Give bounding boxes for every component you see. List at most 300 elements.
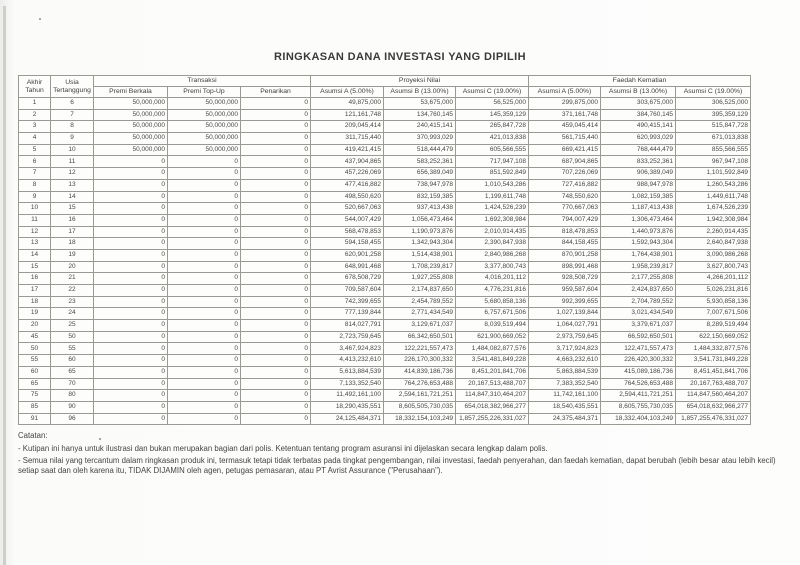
header-faedah-asumsi-b: Asumsi B (13.00%) <box>601 87 676 98</box>
cell-premi-berkala: 0 <box>94 320 168 332</box>
cell-faedah-asumsi-a: 4,663,232,610 <box>529 355 601 367</box>
cell-usia-tertanggung: 60 <box>51 355 94 367</box>
note-item: - Kutipan ini hanya untuk ilustrasi dan bukan merupakan bagian dari polis. Ketentuan tentang program asuransi ini dijelaskan secara lengkap dalam polis. <box>18 444 548 454</box>
cell-akhir-tahun: 20 <box>19 320 51 332</box>
cell-penarikan: 0 <box>241 355 311 367</box>
cell-faedah-asumsi-c: 3,627,800,743 <box>676 261 751 273</box>
cell-faedah-asumsi-a: 18,540,435,551 <box>529 401 601 413</box>
cell-premi-top-up: 50,000,000 <box>168 98 241 110</box>
cell-proyeksi-asumsi-b: 240,415,141 <box>384 121 456 133</box>
cell-penarikan: 0 <box>241 168 311 180</box>
cell-premi-top-up: 0 <box>168 249 241 261</box>
cell-penarikan: 0 <box>241 378 311 390</box>
cell-proyeksi-asumsi-c: 605,566,555 <box>456 144 529 156</box>
header-group-transaksi: Transaksi <box>94 76 311 87</box>
cell-proyeksi-asumsi-a: 121,161,748 <box>311 109 384 121</box>
cell-faedah-asumsi-a: 3,717,924,823 <box>529 343 601 355</box>
scan-artifact <box>39 18 41 20</box>
cell-faedah-asumsi-c: 1,260,543,286 <box>676 179 751 191</box>
cell-faedah-asumsi-c: 515,847,728 <box>676 121 751 133</box>
cell-faedah-asumsi-a: 727,416,882 <box>529 179 601 191</box>
cell-faedah-asumsi-c: 671,013,838 <box>676 133 751 145</box>
cell-proyeksi-asumsi-c: 8,039,519,494 <box>456 320 529 332</box>
cell-proyeksi-asumsi-c: 4,776,231,816 <box>456 285 529 297</box>
cell-penarikan: 0 <box>241 308 311 320</box>
cell-usia-tertanggung: 25 <box>51 320 94 332</box>
cell-faedah-asumsi-b: 906,389,049 <box>601 168 676 180</box>
cell-faedah-asumsi-c: 3,090,986,268 <box>676 249 751 261</box>
cell-proyeksi-asumsi-b: 3,129,671,037 <box>384 320 456 332</box>
cell-faedah-asumsi-b: 2,594,411,721,251 <box>601 390 676 402</box>
cell-faedah-asumsi-c: 4,266,201,112 <box>676 273 751 285</box>
cell-proyeksi-asumsi-b: 2,174,837,650 <box>384 285 456 297</box>
cell-faedah-asumsi-b: 66,592,650,501 <box>601 331 676 343</box>
header-akhir-tahun: Akhir Tahun <box>19 76 51 98</box>
cell-faedah-asumsi-c: 622,150,669,052 <box>676 331 751 343</box>
cell-premi-top-up: 0 <box>168 308 241 320</box>
table-row <box>19 285 751 297</box>
cell-proyeksi-asumsi-b: 8,605,505,730,035 <box>384 401 456 413</box>
cell-akhir-tahun: 2 <box>19 109 51 121</box>
cell-proyeksi-asumsi-c: 3,377,800,743 <box>456 261 529 273</box>
cell-akhir-tahun: 14 <box>19 249 51 261</box>
cell-proyeksi-asumsi-a: 5,613,884,539 <box>311 366 384 378</box>
table-body <box>19 98 751 425</box>
cell-akhir-tahun: 9 <box>19 191 51 203</box>
cell-faedah-asumsi-a: 459,045,414 <box>529 121 601 133</box>
cell-proyeksi-asumsi-a: 777,139,844 <box>311 308 384 320</box>
cell-premi-berkala: 50,000,000 <box>94 133 168 145</box>
header-premi-berkala: Premi Berkala <box>94 87 168 98</box>
cell-premi-berkala: 0 <box>94 261 168 273</box>
cell-faedah-asumsi-b: 3,379,671,037 <box>601 320 676 332</box>
cell-faedah-asumsi-c: 20,167,763,488,707 <box>676 378 751 390</box>
cell-penarikan: 0 <box>241 413 311 425</box>
cell-premi-top-up: 0 <box>168 296 241 308</box>
cell-usia-tertanggung: 17 <box>51 226 94 238</box>
cell-proyeksi-asumsi-c: 6,757,671,506 <box>456 308 529 320</box>
cell-faedah-asumsi-a: 992,399,655 <box>529 296 601 308</box>
cell-faedah-asumsi-c: 306,525,000 <box>676 98 751 110</box>
cell-akhir-tahun: 3 <box>19 121 51 133</box>
cell-usia-tertanggung: 20 <box>51 261 94 273</box>
cell-proyeksi-asumsi-b: 738,947,978 <box>384 179 456 191</box>
cell-faedah-asumsi-b: 303,675,000 <box>601 98 676 110</box>
cell-proyeksi-asumsi-b: 414,839,186,736 <box>384 366 456 378</box>
header-proyeksi-asumsi-a: Asumsi A (5.00%) <box>311 87 384 98</box>
cell-akhir-tahun: 1 <box>19 98 51 110</box>
cell-usia-tertanggung: 21 <box>51 273 94 285</box>
header-group-proyeksi-nilai: Proyeksi Nilai <box>311 76 529 87</box>
cell-faedah-asumsi-b: 8,605,755,730,035 <box>601 401 676 413</box>
cell-akhir-tahun: 91 <box>19 413 51 425</box>
cell-usia-tertanggung: 65 <box>51 366 94 378</box>
cell-premi-top-up: 0 <box>168 203 241 215</box>
notes-label: Catatan: <box>18 431 48 440</box>
cell-faedah-asumsi-a: 748,550,620 <box>529 191 601 203</box>
cell-proyeksi-asumsi-c: 4,016,201,112 <box>456 273 529 285</box>
cell-proyeksi-asumsi-a: 678,508,729 <box>311 273 384 285</box>
header-faedah-asumsi-a: Asumsi A (5.00%) <box>529 87 601 98</box>
cell-faedah-asumsi-b: 122,471,557,473 <box>601 343 676 355</box>
cell-akhir-tahun: 60 <box>19 366 51 378</box>
cell-proyeksi-asumsi-b: 764,276,653,488 <box>384 378 456 390</box>
cell-premi-top-up: 50,000,000 <box>168 133 241 145</box>
cell-premi-top-up: 0 <box>168 168 241 180</box>
cell-premi-berkala: 0 <box>94 168 168 180</box>
cell-akhir-tahun: 55 <box>19 355 51 367</box>
cell-faedah-asumsi-a: 898,991,468 <box>529 261 601 273</box>
cell-faedah-asumsi-c: 1,449,611,748 <box>676 191 751 203</box>
cell-proyeksi-asumsi-a: 18,290,435,551 <box>311 401 384 413</box>
cell-premi-top-up: 0 <box>168 214 241 226</box>
cell-premi-top-up: 0 <box>168 355 241 367</box>
cell-faedah-asumsi-c: 8,451,451,841,706 <box>676 366 751 378</box>
cell-penarikan: 0 <box>241 144 311 156</box>
cell-penarikan: 0 <box>241 401 311 413</box>
cell-faedah-asumsi-c: 3,541,731,849,228 <box>676 355 751 367</box>
table-row <box>19 366 751 378</box>
cell-usia-tertanggung: 8 <box>51 121 94 133</box>
cell-faedah-asumsi-a: 928,508,729 <box>529 273 601 285</box>
cell-faedah-asumsi-b: 2,177,255,808 <box>601 273 676 285</box>
cell-faedah-asumsi-c: 1,101,592,849 <box>676 168 751 180</box>
cell-premi-berkala: 0 <box>94 226 168 238</box>
cell-premi-berkala: 0 <box>94 366 168 378</box>
cell-usia-tertanggung: 14 <box>51 191 94 203</box>
table-row <box>19 413 751 425</box>
cell-premi-berkala: 0 <box>94 203 168 215</box>
cell-proyeksi-asumsi-a: 648,991,468 <box>311 261 384 273</box>
cell-proyeksi-asumsi-a: 419,421,415 <box>311 144 384 156</box>
cell-faedah-asumsi-a: 24,375,484,371 <box>529 413 601 425</box>
cell-usia-tertanggung: 55 <box>51 343 94 355</box>
cell-faedah-asumsi-c: 395,359,129 <box>676 109 751 121</box>
cell-akhir-tahun: 12 <box>19 226 51 238</box>
cell-faedah-asumsi-a: 299,875,000 <box>529 98 601 110</box>
cell-faedah-asumsi-c: 967,947,108 <box>676 156 751 168</box>
cell-penarikan: 0 <box>241 331 311 343</box>
cell-faedah-asumsi-a: 1,064,027,791 <box>529 320 601 332</box>
header-group-faedah-kematian: Faedah Kematian <box>529 76 751 87</box>
cell-premi-berkala: 0 <box>94 238 168 250</box>
cell-proyeksi-asumsi-c: 1,010,543,286 <box>456 179 529 191</box>
cell-faedah-asumsi-c: 654,018,632,966,277 <box>676 401 751 413</box>
cell-faedah-asumsi-b: 833,252,361 <box>601 156 676 168</box>
cell-proyeksi-asumsi-a: 544,007,429 <box>311 214 384 226</box>
table-row <box>19 355 751 367</box>
cell-usia-tertanggung: 22 <box>51 285 94 297</box>
cell-proyeksi-asumsi-b: 370,993,029 <box>384 133 456 145</box>
cell-proyeksi-asumsi-a: 311,715,440 <box>311 133 384 145</box>
cell-usia-tertanggung: 9 <box>51 133 94 145</box>
cell-faedah-asumsi-a: 5,863,884,539 <box>529 366 601 378</box>
table-row <box>19 144 751 156</box>
cell-premi-berkala: 0 <box>94 401 168 413</box>
cell-proyeksi-asumsi-b: 226,170,300,332 <box>384 355 456 367</box>
cell-premi-berkala: 0 <box>94 308 168 320</box>
cell-premi-berkala: 0 <box>94 273 168 285</box>
cell-proyeksi-asumsi-a: 814,027,791 <box>311 320 384 332</box>
cell-faedah-asumsi-b: 2,424,837,650 <box>601 285 676 297</box>
cell-proyeksi-asumsi-c: 1,424,526,239 <box>456 203 529 215</box>
cell-premi-top-up: 0 <box>168 390 241 402</box>
cell-proyeksi-asumsi-a: 24,125,484,371 <box>311 413 384 425</box>
cell-premi-top-up: 0 <box>168 261 241 273</box>
cell-faedah-asumsi-a: 844,158,455 <box>529 238 601 250</box>
cell-akhir-tahun: 18 <box>19 296 51 308</box>
cell-proyeksi-asumsi-b: 18,332,154,103,249 <box>384 413 456 425</box>
cell-proyeksi-asumsi-b: 1,056,473,464 <box>384 214 456 226</box>
table-row <box>19 121 751 133</box>
cell-faedah-asumsi-b: 18,332,404,103,249 <box>601 413 676 425</box>
table-row <box>19 308 751 320</box>
cell-akhir-tahun: 45 <box>19 331 51 343</box>
cell-proyeksi-asumsi-c: 2,840,986,268 <box>456 249 529 261</box>
cell-premi-top-up: 50,000,000 <box>168 109 241 121</box>
cell-premi-top-up: 0 <box>168 285 241 297</box>
cell-penarikan: 0 <box>241 249 311 261</box>
table-row <box>19 214 751 226</box>
table-row <box>19 179 751 191</box>
cell-proyeksi-asumsi-b: 66,342,650,501 <box>384 331 456 343</box>
cell-premi-top-up: 0 <box>168 226 241 238</box>
cell-proyeksi-asumsi-b: 1,708,239,817 <box>384 261 456 273</box>
cell-faedah-asumsi-c: 2,640,847,938 <box>676 238 751 250</box>
cell-faedah-asumsi-a: 870,901,258 <box>529 249 601 261</box>
table-row <box>19 238 751 250</box>
table-row <box>19 226 751 238</box>
table-row <box>19 191 751 203</box>
cell-penarikan: 0 <box>241 343 311 355</box>
cell-akhir-tahun: 6 <box>19 156 51 168</box>
cell-premi-berkala: 0 <box>94 296 168 308</box>
cell-penarikan: 0 <box>241 296 311 308</box>
cell-faedah-asumsi-b: 1,958,239,817 <box>601 261 676 273</box>
cell-penarikan: 0 <box>241 366 311 378</box>
cell-premi-top-up: 0 <box>168 179 241 191</box>
cell-faedah-asumsi-a: 561,715,440 <box>529 133 601 145</box>
cell-proyeksi-asumsi-b: 2,454,789,552 <box>384 296 456 308</box>
cell-proyeksi-asumsi-a: 437,904,865 <box>311 156 384 168</box>
cell-akhir-tahun: 8 <box>19 179 51 191</box>
cell-faedah-asumsi-a: 687,904,865 <box>529 156 601 168</box>
cell-penarikan: 0 <box>241 261 311 273</box>
cell-proyeksi-asumsi-a: 7,133,352,540 <box>311 378 384 390</box>
table-row <box>19 156 751 168</box>
cell-faedah-asumsi-b: 1,187,413,438 <box>601 203 676 215</box>
cell-akhir-tahun: 85 <box>19 401 51 413</box>
table-row <box>19 273 751 285</box>
cell-proyeksi-asumsi-c: 851,592,849 <box>456 168 529 180</box>
cell-faedah-asumsi-b: 490,415,141 <box>601 121 676 133</box>
cell-usia-tertanggung: 18 <box>51 238 94 250</box>
cell-proyeksi-asumsi-a: 709,587,604 <box>311 285 384 297</box>
cell-usia-tertanggung: 16 <box>51 214 94 226</box>
cell-usia-tertanggung: 96 <box>51 413 94 425</box>
cell-akhir-tahun: 13 <box>19 238 51 250</box>
cell-usia-tertanggung: 23 <box>51 296 94 308</box>
cell-faedah-asumsi-a: 707,226,069 <box>529 168 601 180</box>
cell-akhir-tahun: 75 <box>19 390 51 402</box>
cell-proyeksi-asumsi-b: 122,221,557,473 <box>384 343 456 355</box>
cell-proyeksi-asumsi-b: 2,594,161,721,251 <box>384 390 456 402</box>
cell-proyeksi-asumsi-a: 209,045,414 <box>311 121 384 133</box>
note-item: - Semua nilai yang tercantum dalam ringkasan produk ini, termasuk tetapi tidak terbatas pada tingkat pengembangan, nilai investasi, faedah penyerahan, dan faedah kematian, dapat berubah (lebih besar atau lebih kecil) setiap saat dan oleh karena itu, TIDAK DIJAMIN oleh agen, petugas pemasaran, atau PT Avrist Assurance ("Perusahaan"). <box>18 455 776 475</box>
cell-proyeksi-asumsi-c: 5,680,858,136 <box>456 296 529 308</box>
cell-proyeksi-asumsi-b: 832,159,385 <box>384 191 456 203</box>
cell-faedah-asumsi-c: 1,484,332,877,576 <box>676 343 751 355</box>
cell-proyeksi-asumsi-c: 1,857,255,226,331,027 <box>456 413 529 425</box>
table-row <box>19 261 751 273</box>
cell-proyeksi-asumsi-b: 1,342,943,304 <box>384 238 456 250</box>
cell-proyeksi-asumsi-c: 145,359,129 <box>456 109 529 121</box>
cell-proyeksi-asumsi-b: 1,927,255,808 <box>384 273 456 285</box>
cell-penarikan: 0 <box>241 109 311 121</box>
cell-usia-tertanggung: 80 <box>51 390 94 402</box>
table-row <box>19 109 751 121</box>
cell-proyeksi-asumsi-b: 937,413,438 <box>384 203 456 215</box>
cell-usia-tertanggung: 7 <box>51 109 94 121</box>
cell-akhir-tahun: 4 <box>19 133 51 145</box>
cell-penarikan: 0 <box>241 121 311 133</box>
cell-premi-top-up: 0 <box>168 366 241 378</box>
cell-usia-tertanggung: 11 <box>51 156 94 168</box>
cell-faedah-asumsi-c: 8,289,519,494 <box>676 320 751 332</box>
cell-penarikan: 0 <box>241 238 311 250</box>
cell-usia-tertanggung: 19 <box>51 249 94 261</box>
table-row <box>19 133 751 145</box>
cell-akhir-tahun: 50 <box>19 343 51 355</box>
header-usia-tertanggung: Usia Tertanggung <box>51 76 94 98</box>
cell-faedah-asumsi-b: 226,420,300,332 <box>601 355 676 367</box>
cell-faedah-asumsi-a: 11,742,161,100 <box>529 390 601 402</box>
cell-premi-top-up: 0 <box>168 401 241 413</box>
cell-faedah-asumsi-c: 5,930,858,136 <box>676 296 751 308</box>
cell-penarikan: 0 <box>241 285 311 297</box>
cell-proyeksi-asumsi-a: 49,875,000 <box>311 98 384 110</box>
table-row <box>19 320 751 332</box>
cell-proyeksi-asumsi-c: 1,692,308,984 <box>456 214 529 226</box>
cell-premi-top-up: 0 <box>168 238 241 250</box>
cell-faedah-asumsi-b: 1,082,159,385 <box>601 191 676 203</box>
cell-usia-tertanggung: 6 <box>51 98 94 110</box>
cell-faedah-asumsi-b: 1,440,973,876 <box>601 226 676 238</box>
cell-faedah-asumsi-a: 794,007,429 <box>529 214 601 226</box>
cell-akhir-tahun: 19 <box>19 308 51 320</box>
cell-penarikan: 0 <box>241 98 311 110</box>
cell-premi-top-up: 0 <box>168 378 241 390</box>
cell-proyeksi-asumsi-c: 654,018,382,966,277 <box>456 401 529 413</box>
cell-proyeksi-asumsi-a: 568,478,853 <box>311 226 384 238</box>
cell-premi-top-up: 0 <box>168 156 241 168</box>
cell-proyeksi-asumsi-a: 620,901,258 <box>311 249 384 261</box>
cell-proyeksi-asumsi-c: 1,199,611,748 <box>456 191 529 203</box>
cell-faedah-asumsi-b: 988,947,978 <box>601 179 676 191</box>
table-row <box>19 249 751 261</box>
header-proyeksi-asumsi-b: Asumsi B (13.00%) <box>384 87 456 98</box>
header-penarikan: Penarikan <box>241 87 311 98</box>
cell-proyeksi-asumsi-b: 1,514,438,901 <box>384 249 456 261</box>
cell-penarikan: 0 <box>241 390 311 402</box>
cell-proyeksi-asumsi-b: 518,444,479 <box>384 144 456 156</box>
cell-premi-berkala: 0 <box>94 390 168 402</box>
cell-premi-top-up: 50,000,000 <box>168 144 241 156</box>
table-row <box>19 203 751 215</box>
cell-premi-berkala: 50,000,000 <box>94 98 168 110</box>
table-row <box>19 331 751 343</box>
cell-proyeksi-asumsi-c: 421,013,838 <box>456 133 529 145</box>
cell-premi-berkala: 50,000,000 <box>94 121 168 133</box>
cell-proyeksi-asumsi-c: 20,167,513,488,707 <box>456 378 529 390</box>
cell-premi-top-up: 0 <box>168 413 241 425</box>
cell-proyeksi-asumsi-c: 3,541,481,849,228 <box>456 355 529 367</box>
cell-premi-top-up: 0 <box>168 191 241 203</box>
cell-proyeksi-asumsi-c: 2,010,914,435 <box>456 226 529 238</box>
cell-faedah-asumsi-a: 818,478,853 <box>529 226 601 238</box>
cell-penarikan: 0 <box>241 156 311 168</box>
scan-edge-artifact <box>3 6 6 565</box>
cell-faedah-asumsi-c: 1,674,526,239 <box>676 203 751 215</box>
cell-usia-tertanggung: 10 <box>51 144 94 156</box>
cell-proyeksi-asumsi-b: 134,760,145 <box>384 109 456 121</box>
cell-proyeksi-asumsi-b: 2,771,434,549 <box>384 308 456 320</box>
cell-faedah-asumsi-c: 5,026,231,816 <box>676 285 751 297</box>
cell-faedah-asumsi-a: 1,027,139,844 <box>529 308 601 320</box>
cell-proyeksi-asumsi-c: 56,525,000 <box>456 98 529 110</box>
table-row <box>19 390 751 402</box>
cell-premi-berkala: 0 <box>94 378 168 390</box>
cell-akhir-tahun: 7 <box>19 168 51 180</box>
cell-proyeksi-asumsi-b: 583,252,361 <box>384 156 456 168</box>
cell-premi-berkala: 50,000,000 <box>94 144 168 156</box>
cell-faedah-asumsi-b: 764,526,653,488 <box>601 378 676 390</box>
cell-usia-tertanggung: 12 <box>51 168 94 180</box>
cell-premi-berkala: 0 <box>94 191 168 203</box>
cell-proyeksi-asumsi-a: 2,723,759,645 <box>311 331 384 343</box>
cell-proyeksi-asumsi-a: 457,226,069 <box>311 168 384 180</box>
cell-faedah-asumsi-b: 2,704,789,552 <box>601 296 676 308</box>
cell-proyeksi-asumsi-c: 8,451,201,841,706 <box>456 366 529 378</box>
cell-proyeksi-asumsi-c: 2,390,847,938 <box>456 238 529 250</box>
cell-proyeksi-asumsi-a: 11,492,161,100 <box>311 390 384 402</box>
document-title: RINGKASAN DANA INVESTASI YANG DIPILIH <box>274 51 526 63</box>
cell-akhir-tahun: 17 <box>19 285 51 297</box>
cell-proyeksi-asumsi-a: 594,158,455 <box>311 238 384 250</box>
cell-proyeksi-asumsi-c: 114,847,310,464,207 <box>456 390 529 402</box>
header-faedah-asumsi-c: Asumsi C (19.00%) <box>676 87 751 98</box>
cell-faedah-asumsi-a: 2,973,759,645 <box>529 331 601 343</box>
cell-faedah-asumsi-c: 7,007,671,506 <box>676 308 751 320</box>
table-header <box>19 76 751 98</box>
cell-usia-tertanggung: 50 <box>51 331 94 343</box>
cell-usia-tertanggung: 70 <box>51 378 94 390</box>
table-row <box>19 168 751 180</box>
cell-penarikan: 0 <box>241 179 311 191</box>
cell-akhir-tahun: 10 <box>19 203 51 215</box>
cell-proyeksi-asumsi-a: 742,399,655 <box>311 296 384 308</box>
table-row <box>19 296 751 308</box>
cell-penarikan: 0 <box>241 191 311 203</box>
table-row <box>19 378 751 390</box>
cell-usia-tertanggung: 24 <box>51 308 94 320</box>
cell-premi-berkala: 50,000,000 <box>94 109 168 121</box>
cell-akhir-tahun: 11 <box>19 214 51 226</box>
cell-faedah-asumsi-c: 114,847,560,464,207 <box>676 390 751 402</box>
table-row <box>19 343 751 355</box>
cell-faedah-asumsi-b: 3,021,434,549 <box>601 308 676 320</box>
table-row <box>19 401 751 413</box>
